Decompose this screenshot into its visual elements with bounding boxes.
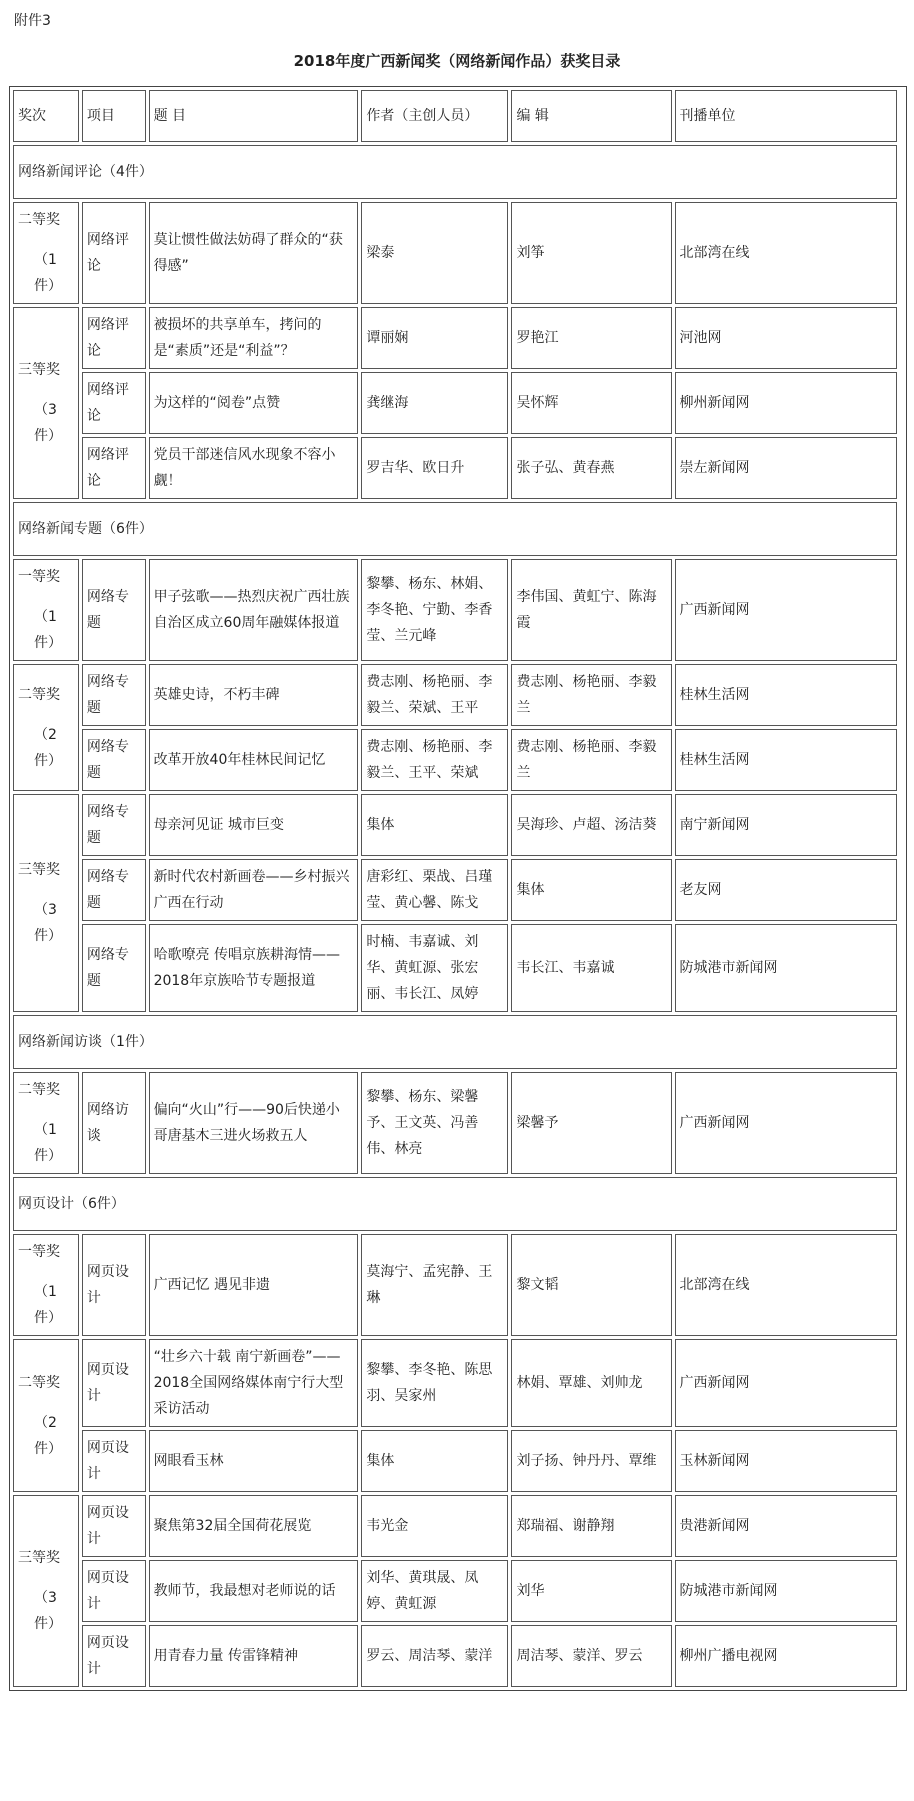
rank-label: 二等奖 xyxy=(18,212,60,228)
unit-cell: 南宁新闻网 xyxy=(675,794,897,856)
table-row xyxy=(13,202,897,304)
authors-cell: 梁泰 xyxy=(361,202,508,304)
title-cell: 莫让惯性做法妨碍了群众的“获得感” xyxy=(149,202,359,304)
category-cell: 网页设计 xyxy=(82,1625,146,1687)
authors-cell: 集体 xyxy=(361,1430,508,1492)
header-cell-rank: 奖次 xyxy=(13,90,79,142)
table-row xyxy=(13,372,897,434)
rank-cell xyxy=(13,794,79,1012)
section-row xyxy=(13,1177,897,1231)
title-cell: “壮乡六十载 南宁新画卷”——2018全国网络媒体南宁行大型采访活动 xyxy=(149,1339,359,1427)
title-cell: 广西记忆 遇见非遗 xyxy=(149,1234,359,1336)
category-cell: 网络专题 xyxy=(82,924,146,1012)
unit-cell: 河池网 xyxy=(675,307,897,369)
header-cell-unit: 刊播单位 xyxy=(675,90,897,142)
title-cell: 为这样的“阅卷”点赞 xyxy=(149,372,359,434)
rank-cell xyxy=(13,307,79,499)
header-cell-editors: 编 辑 xyxy=(511,90,671,142)
authors-cell: 黎攀、杨东、林娟、李冬艳、宁勤、李香莹、兰元峰 xyxy=(361,559,508,661)
rank-cell xyxy=(13,1234,79,1336)
category-cell: 网络专题 xyxy=(82,859,146,921)
category-cell: 网络评论 xyxy=(82,307,146,369)
unit-cell: 北部湾在线 xyxy=(675,202,897,304)
page-title: 2018年度广西新闻奖（网络新闻作品）获奖目录 xyxy=(293,52,621,70)
unit-cell: 贵港新闻网 xyxy=(675,1495,897,1557)
title-cell: 甲子弦歌——热烈庆祝广西壮族自治区成立60周年融媒体报道 xyxy=(149,559,359,661)
rank-count: （3件） xyxy=(34,402,62,444)
title-cell: 被损坏的共享单车，拷问的是“素质”还是“利益”？ xyxy=(149,307,359,369)
unit-cell: 老友网 xyxy=(675,859,897,921)
rank-count: （3件） xyxy=(34,1590,62,1632)
editors-cell: 郑瑞福、谢静翔 xyxy=(511,1495,671,1557)
authors-cell: 莫海宁、孟宪静、王琳 xyxy=(361,1234,508,1336)
awards-table-body xyxy=(13,90,897,1687)
table-row xyxy=(13,1339,897,1427)
editors-cell: 刘筝 xyxy=(511,202,671,304)
category-cell: 网络专题 xyxy=(82,664,146,726)
authors-cell: 韦光金 xyxy=(361,1495,508,1557)
editors-cell: 韦长江、韦嘉诚 xyxy=(511,924,671,1012)
editors-cell: 费志刚、杨艳丽、李毅兰 xyxy=(511,664,671,726)
category-cell: 网络评论 xyxy=(82,372,146,434)
category-cell: 网页设计 xyxy=(82,1234,146,1336)
title-cell: 教师节，我最想对老师说的话 xyxy=(149,1560,359,1622)
section-header: 网页设计（6件） xyxy=(13,1177,897,1231)
title-cell: 聚焦第32届全国荷花展览 xyxy=(149,1495,359,1557)
section-header: 网络新闻评论（4件） xyxy=(13,145,897,199)
header-cell-authors: 作者（主创人员） xyxy=(361,90,508,142)
rank-count: （1件） xyxy=(34,609,62,651)
section-row xyxy=(13,1015,897,1069)
unit-cell: 广西新闻网 xyxy=(675,1339,897,1427)
rank-count: （1件） xyxy=(34,252,62,294)
category-cell: 网络专题 xyxy=(82,729,146,791)
unit-cell: 玉林新闻网 xyxy=(675,1430,897,1492)
rank-label: 二等奖 xyxy=(18,1374,60,1391)
editors-cell: 吴海珍、卢超、汤洁葵 xyxy=(511,794,671,856)
authors-cell: 费志刚、杨艳丽、李毅兰、王平、荣斌 xyxy=(361,729,508,791)
category-cell: 网络评论 xyxy=(82,202,146,304)
table-row xyxy=(13,1234,897,1336)
editors-cell: 张子弘、黄春燕 xyxy=(511,437,671,499)
category-cell: 网络专题 xyxy=(82,559,146,661)
unit-cell: 防城港市新闻网 xyxy=(675,924,897,1012)
table-row xyxy=(13,1560,897,1622)
rank-label: 三等奖 xyxy=(18,1550,60,1566)
rank-cell xyxy=(13,1072,79,1174)
unit-cell: 桂林生活网 xyxy=(675,729,897,791)
editors-cell: 吴怀辉 xyxy=(511,372,671,434)
authors-cell: 集体 xyxy=(361,794,508,856)
rank-cell xyxy=(13,664,79,791)
editors-cell: 黎文韬 xyxy=(511,1234,671,1336)
category-cell: 网页设计 xyxy=(82,1430,146,1492)
section-row xyxy=(13,145,897,199)
editors-cell: 林娟、覃雄、刘帅龙 xyxy=(511,1339,671,1427)
attachment-label: 附件3 xyxy=(14,13,51,29)
table-row xyxy=(13,924,897,1012)
authors-cell: 谭丽娴 xyxy=(361,307,508,369)
editors-cell: 周洁琴、蒙洋、罗云 xyxy=(511,1625,671,1687)
category-cell: 网络访谈 xyxy=(82,1072,146,1174)
editors-cell: 梁馨予 xyxy=(511,1072,671,1174)
editors-cell: 集体 xyxy=(511,859,671,921)
category-cell: 网络评论 xyxy=(82,437,146,499)
title-cell: 新时代农村新画卷——乡村振兴广西在行动 xyxy=(149,859,359,921)
authors-cell: 罗云、周洁琴、蒙洋 xyxy=(361,1625,508,1687)
awards-table xyxy=(10,87,900,1690)
table-row xyxy=(13,1430,897,1492)
authors-cell: 罗吉华、欧日升 xyxy=(361,437,508,499)
awards-table-frame xyxy=(9,86,907,1691)
rank-count: （2件） xyxy=(34,1414,62,1457)
unit-cell: 广西新闻网 xyxy=(675,559,897,661)
unit-cell: 防城港市新闻网 xyxy=(675,1560,897,1622)
title-cell: 改革开放40年桂林民间记忆 xyxy=(149,729,359,791)
rank-count: （3件） xyxy=(34,902,62,944)
table-row xyxy=(13,794,897,856)
unit-cell: 广西新闻网 xyxy=(675,1072,897,1174)
rank-cell xyxy=(13,1339,79,1492)
table-row xyxy=(13,437,897,499)
title-cell: 哈歌嘹亮 传唱京族耕海情——2018年京族哈节专题报道 xyxy=(149,924,359,1012)
editors-cell: 刘子扬、钟丹丹、覃维 xyxy=(511,1430,671,1492)
table-row xyxy=(13,859,897,921)
unit-cell: 桂林生活网 xyxy=(675,664,897,726)
rank-cell xyxy=(13,1495,79,1687)
editors-cell: 李伟国、黄虹宁、陈海霞 xyxy=(511,559,671,661)
authors-cell: 费志刚、杨艳丽、李毅兰、荣斌、王平 xyxy=(361,664,508,726)
table-row xyxy=(13,664,897,726)
rank-label: 二等奖 xyxy=(18,686,60,703)
rank-cell xyxy=(13,559,79,661)
unit-cell: 柳州新闻网 xyxy=(675,372,897,434)
rank-cell xyxy=(13,202,79,304)
unit-cell: 北部湾在线 xyxy=(675,1234,897,1336)
table-row xyxy=(13,1625,897,1687)
title-cell: 网眼看玉林 xyxy=(149,1430,359,1492)
header-row xyxy=(13,90,897,142)
title-cell: 用青春力量 传雷锋精神 xyxy=(149,1625,359,1687)
section-header: 网络新闻专题（6件） xyxy=(13,502,897,556)
authors-cell: 黎攀、李冬艳、陈思羽、吴家州 xyxy=(361,1339,508,1427)
editors-cell: 罗艳江 xyxy=(511,307,671,369)
table-row xyxy=(13,1072,897,1174)
category-cell: 网页设计 xyxy=(82,1560,146,1622)
editors-cell: 费志刚、杨艳丽、李毅兰 xyxy=(511,729,671,791)
section-header: 网络新闻访谈（1件） xyxy=(13,1015,897,1069)
header-cell-category: 项目 xyxy=(82,90,146,142)
title-cell: 母亲河见证 城市巨变 xyxy=(149,794,359,856)
rank-label: 一等奖 xyxy=(18,569,60,585)
unit-cell: 柳州广播电视网 xyxy=(675,1625,897,1687)
title-cell: 英雄史诗，不朽丰碑 xyxy=(149,664,359,726)
unit-cell: 崇左新闻网 xyxy=(675,437,897,499)
editors-cell: 刘华 xyxy=(511,1560,671,1622)
table-row xyxy=(13,559,897,661)
authors-cell: 黎攀、杨东、梁馨予、王文英、冯善伟、林亮 xyxy=(361,1072,508,1174)
authors-cell: 时楠、韦嘉诚、刘华、黄虹源、张宏丽、韦长江、凤婷 xyxy=(361,924,508,1012)
category-cell: 网页设计 xyxy=(82,1495,146,1557)
title-cell: 偏向“火山”行——90后快递小哥唐基木三进火场救五人 xyxy=(149,1072,359,1174)
authors-cell: 唐彩红、栗战、吕瑾莹、黄心馨、陈戈 xyxy=(361,859,508,921)
rank-label: 三等奖 xyxy=(18,862,60,878)
title-cell: 党员干部迷信风水现象不容小觑！ xyxy=(149,437,359,499)
authors-cell: 刘华、黄琪晟、凤婷、黄虹源 xyxy=(361,1560,508,1622)
rank-count: （1件） xyxy=(34,1284,62,1326)
table-row xyxy=(13,729,897,791)
rank-label: 二等奖 xyxy=(18,1082,60,1098)
header-cell-title: 题 目 xyxy=(149,90,359,142)
section-row xyxy=(13,502,897,556)
authors-cell: 龚继海 xyxy=(361,372,508,434)
table-row xyxy=(13,307,897,369)
rank-count: （1件） xyxy=(34,1122,62,1164)
table-row xyxy=(13,1495,897,1557)
rank-count: （2件） xyxy=(34,726,62,769)
rank-label: 一等奖 xyxy=(18,1244,60,1260)
rank-label: 三等奖 xyxy=(18,362,60,378)
category-cell: 网络专题 xyxy=(82,794,146,856)
category-cell: 网页设计 xyxy=(82,1339,146,1427)
